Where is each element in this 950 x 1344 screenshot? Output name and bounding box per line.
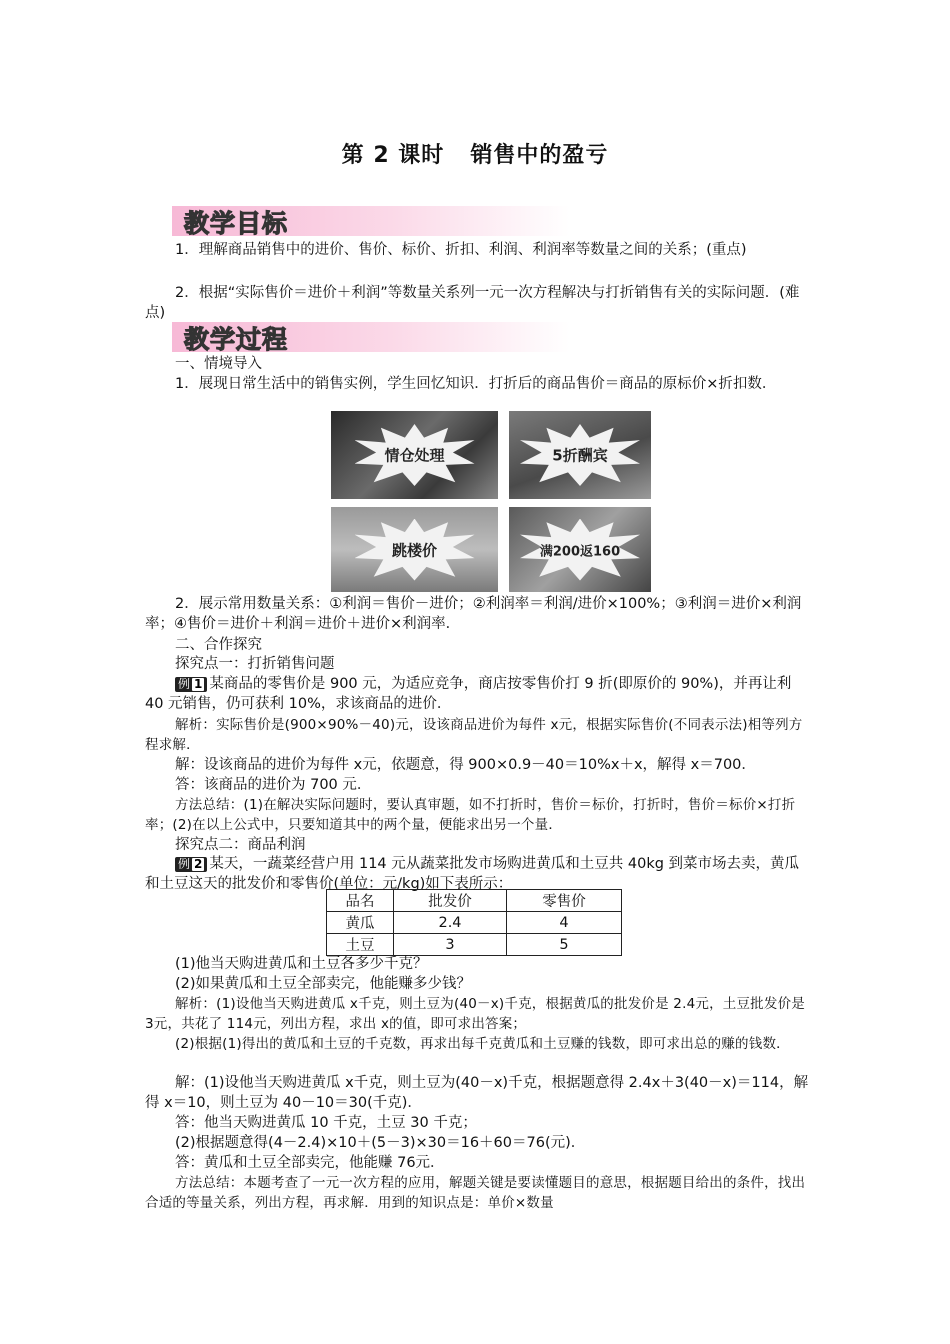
process-banner (172, 322, 570, 352)
example-1 (145, 674, 811, 714)
heading-intro: 一、情境导入 (175, 356, 262, 372)
example-2 (145, 854, 811, 894)
table-cell: 4 (507, 912, 622, 934)
lesson-number: 第 2 课时 (341, 143, 445, 168)
goals-heading: 教学目标 (184, 209, 289, 238)
heading-explore: 二、合作探究 (175, 637, 262, 653)
lesson-title (0, 138, 950, 169)
example-2-analysis-1: 解析：(1)设他当天购进黄瓜 x千克，则土豆为(40－x)千克，根据黄瓜的批发价是 2.4元，土豆批发价是 3元，共花了 114元，列出方程，求出 x的值，即可求出答案； (145, 996, 805, 1032)
table-row (327, 912, 622, 934)
photo-clearance-crowd (331, 411, 498, 499)
topic-2-heading: 探究点二：商品利润 (175, 837, 306, 853)
goals-banner (172, 206, 570, 236)
example-1-summary: 方法总结：(1)在解决实际问题时，要认真审题，如不打折时，售价＝标价，打折时，售价＝标价×打折率；(2)在以上公式中，只要知道其中的两个量，便能求出另一个量． (145, 797, 796, 833)
table-cell: 2.4 (394, 912, 507, 934)
example-2-badge (175, 857, 207, 872)
example-2-text: 某天，一蔬菜经营户用 114 元从蔬菜批发市场购进黄瓜和土豆共 40kg 到菜市场去卖，黄瓜和土豆这天的批发价和零售价(单位：元/kg)如下表所示： (145, 856, 800, 892)
example-tag: 例 (178, 677, 191, 691)
question-2: (2)如果黄瓜和土豆全部卖完，他能赚多少钱？ (175, 976, 472, 992)
question-1: (1)他当天购进黄瓜和土豆各多少千克？ (175, 956, 428, 972)
example-2-answer-1: 答：他当天购进黄瓜 10 千克，土豆 30 千克； (175, 1115, 477, 1131)
example-1-text: 某商品的零售价是 900 元，为适应竞争，商店按零售价打 9 折(即原价的 90%)，并再让利 40 元销售，仍可获利 10%，求该商品的进价． (145, 676, 792, 712)
rebate-label: 满200返160 (539, 544, 621, 559)
example-1-analysis: 解析：实际售价是(900×90%－40)元，设该商品进价为每件 x元，根据实际售价(不同表示法)相等列方程求解． (145, 717, 803, 753)
example-2-solution-2: (2)根据题意得(4－2.4)×10＋(5－3)×30＝16＋60＝76(元)． (175, 1135, 586, 1151)
table-header-row (327, 890, 622, 912)
photo-rebate (509, 507, 651, 592)
table-cell: 黄瓜 (327, 912, 394, 934)
table-row (327, 934, 622, 956)
example-number: 2 (194, 857, 203, 871)
topic-1-heading: 探究点一：打折销售问题 (175, 656, 335, 672)
table-header: 批发价 (394, 890, 507, 912)
table-header: 品名 (327, 890, 394, 912)
table-cell: 5 (507, 934, 622, 956)
jump-price-label: 跳楼价 (391, 541, 437, 559)
clearance-label: 情仓处理 (384, 446, 445, 465)
photo-jump-price (331, 507, 498, 592)
example-1-solution: 解：设该商品的进价为每件 x元，依题意，得 900×0.9－40＝10%x＋x，解得 x＝700． (175, 757, 756, 773)
example-1-answer: 答：该商品的进价为 700 元． (175, 777, 372, 793)
half-price-label: 5折酬宾 (552, 446, 608, 465)
example-1-badge (175, 677, 207, 692)
goal-1: 1．理解商品销售中的进价、售价、标价、折扣、利润、利润率等数量之间的关系；(重点) (175, 242, 747, 258)
goal-2: 2．根据“实际售价＝进价＋利润”等数量关系列一元一次方程解决与打折销售有关的实际问题．(难点) (145, 285, 800, 321)
example-number: 1 (194, 677, 203, 691)
table-cell: 土豆 (327, 934, 394, 956)
table-header: 零售价 (507, 890, 622, 912)
photo-half-price (509, 411, 651, 499)
intro-paragraph-1: 1．展现日常生活中的销售实例，学生回忆知识．打折后的商品售价＝商品的原标价×折扣数． (175, 376, 777, 392)
price-table (326, 889, 622, 956)
lesson-topic: 销售中的盈亏 (470, 143, 609, 168)
example-2-summary: 方法总结：本题考查了一元一次方程的应用，解题关键是要读懂题目的意思，根据题目给出的条件，找出合适的等量关系，列出方程，再求解．用到的知识点是：单价×数量 (145, 1175, 806, 1211)
example-2-analysis-2: (2)根据(1)得出的黄瓜和土豆的千克数，再求出每千克黄瓜和土豆赚的钱数，即可求出总的赚的钱数． (175, 1036, 790, 1052)
example-tag: 例 (178, 857, 191, 871)
process-heading: 教学过程 (184, 325, 289, 354)
example-2-answer-2: 答：黄瓜和土豆全部卖完，他能赚 76元． (175, 1155, 445, 1171)
table-cell: 3 (394, 934, 507, 956)
example-2-solution-1: 解：(1)设他当天购进黄瓜 x千克，则土豆为(40－x)千克，根据题意得 2.4x＋3(40－x)＝114，解得 x＝10，则土豆为 40－10＝30(千克)． (145, 1075, 809, 1111)
intro-paragraph-2: 2．展示常用数量关系：①利润＝售价－进价；②利润率＝利润/进价×100%；③利润＝进价×利润率；④售价＝进价＋利润＝进价＋进价×利润率． (145, 596, 802, 632)
